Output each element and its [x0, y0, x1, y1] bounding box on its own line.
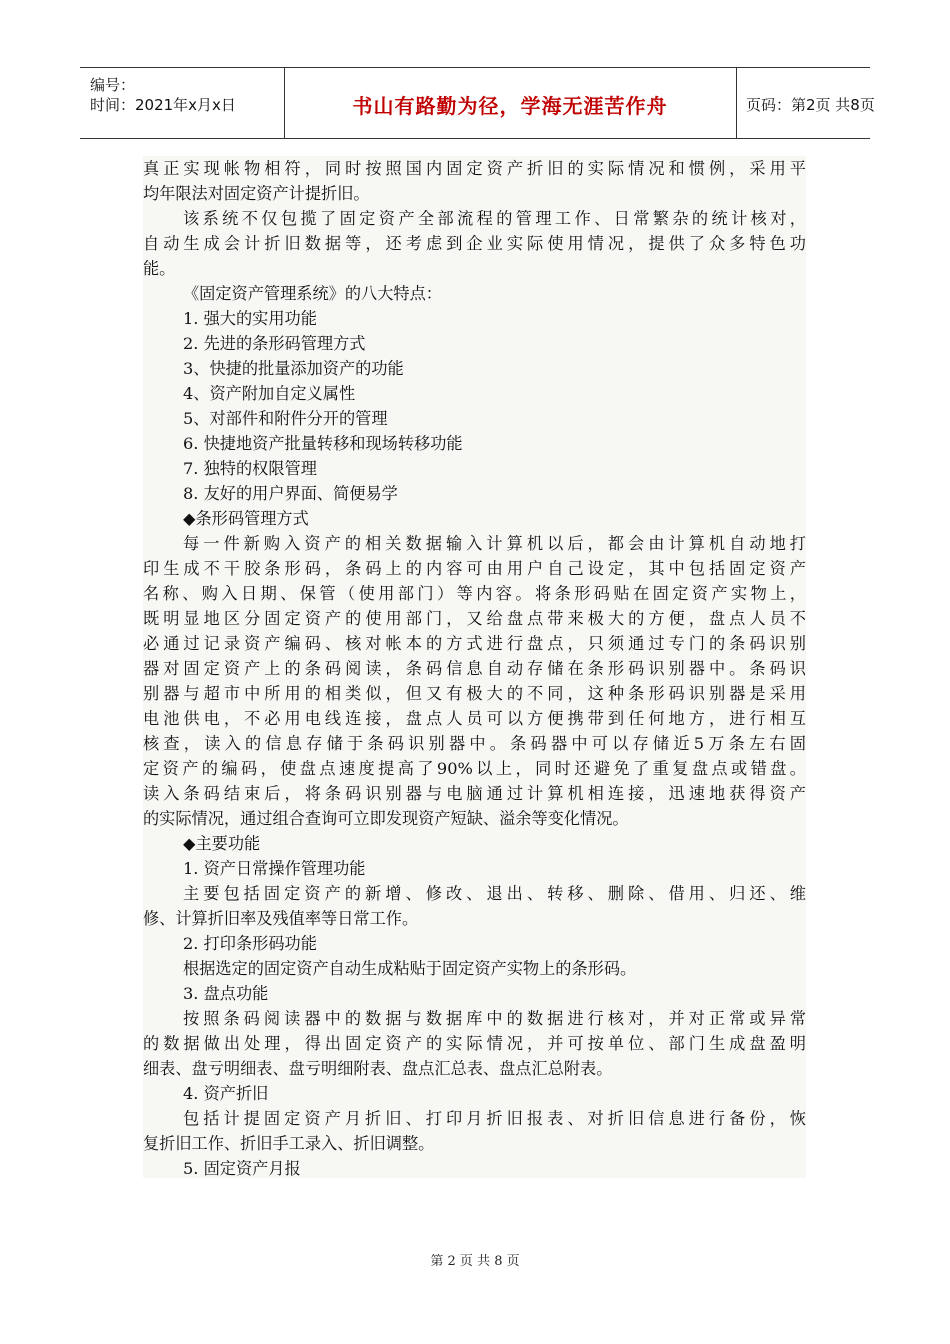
body-line: 真正实现帐物相符，同时按照国内固定资产折旧的实际情况和惯例，采用平	[143, 159, 806, 178]
feature-item: 1. 强大的实用功能	[183, 309, 317, 328]
header-motto: 书山有路勤为径，学海无涯苦作舟	[352, 94, 668, 118]
body-line: 必通过记录资产编码、核对帐本的方式进行盘点，只须通过专门的条码识别	[143, 634, 806, 653]
header-info-cell	[80, 68, 285, 138]
body-line: 复折旧工作、折旧手工录入、折旧调整。	[143, 1134, 435, 1153]
body-line: 读入条码结束后，将条码识别器与电脑通过计算机相连接，迅速地获得资产	[143, 784, 806, 803]
feature-item: 8. 友好的用户界面、简便易学	[183, 484, 398, 503]
body-line: 的实际情况，通过组合查询可立即发现资产短缺、溢余等变化情况。	[143, 809, 629, 828]
feature-item: 3、快捷的批量添加资产的功能	[183, 359, 404, 378]
time-label: 时间：2021年x月x日	[90, 96, 236, 114]
body-line: 核查，读入的信息存储于条码识别器中。条码器中可以存储近5万条左右固	[143, 734, 806, 753]
body-line: 均年限法对固定资产计提折旧。	[143, 184, 370, 203]
body-line: 别器与超市中所用的相类似，但又有极大的不同，这种条形码识别器是采用	[143, 684, 806, 703]
feature-item: 7. 独特的权限管理	[183, 459, 317, 478]
feature-item: 4、资产附加自定义属性	[183, 384, 356, 403]
page-header	[80, 67, 875, 139]
function-item: 3. 盘点功能	[183, 984, 269, 1003]
document-body	[143, 156, 806, 1178]
feature-item: 2. 先进的条形码管理方式	[183, 334, 366, 353]
header-page-cell	[736, 68, 875, 138]
section-heading: ◆主要功能	[183, 834, 261, 853]
body-line: 根据选定的固定资产自动生成粘贴于固定资产实物上的条形码。	[183, 959, 637, 978]
body-line: 印生成不干胶条形码，条码上的内容可由用户自己设定，其中包括固定资产	[143, 559, 806, 578]
body-line: 细表、盘亏明细表、盘亏明细附表、盘点汇总表、盘点汇总附表。	[143, 1059, 613, 1078]
body-line: 按照条码阅读器中的数据与数据库中的数据进行核对，并对正常或异常	[183, 1009, 806, 1028]
body-line: 主要包括固定资产的新增、修改、退出、转移、删除、借用、归还、维	[183, 884, 806, 903]
function-item: 1. 资产日常操作管理功能	[183, 859, 366, 878]
body-line: 包括计提固定资产月折旧、打印月折旧报表、对折旧信息进行备份，恢	[183, 1109, 806, 1128]
function-item: 4. 资产折旧	[183, 1084, 269, 1103]
body-line: 名称、购入日期、保管（使用部门）等内容。将条形码贴在固定资产实物上，	[143, 584, 806, 603]
body-line: 既明显地区分固定资产的使用部门，又给盘点带来极大的方便，盘点人员不	[143, 609, 806, 628]
body-line: 的数据做出处理，得出固定资产的实际情况，并可按单位、部门生成盘盈明	[143, 1034, 806, 1053]
body-line: 每一件新购入资产的相关数据输入计算机以后，都会由计算机自动地打	[183, 534, 806, 553]
body-line: 自动生成会计折旧数据等，还考虑到企业实际使用情况，提供了众多特色功	[143, 234, 806, 253]
body-line: 电池供电，不必用电线连接，盘点人员可以方便携带到任何地方，进行相互	[143, 709, 806, 728]
page-footer: 第 2 页 共 8 页	[430, 1254, 520, 1269]
page-info: 页码：第2页 共8页	[746, 96, 875, 114]
header-motto-cell	[284, 68, 737, 138]
feature-item: 5、对部件和附件分开的管理	[183, 409, 388, 428]
body-line: 《固定资产管理系统》的八大特点：	[183, 284, 442, 303]
number-label: 编号：	[90, 76, 136, 94]
body-line: 能。	[143, 259, 176, 278]
section-heading: ◆条形码管理方式	[183, 509, 309, 528]
body-line: 定资产的编码，使盘点速度提高了90%以上，同时还避免了重复盘点或错盘。	[143, 759, 806, 778]
body-line: 修、计算折旧率及残值率等日常工作。	[143, 909, 419, 928]
body-line: 器对固定资产上的条码阅读，条码信息自动存储在条形码识别器中。条码识	[143, 659, 806, 678]
function-item: 5. 固定资产月报	[183, 1159, 301, 1178]
function-item: 2. 打印条形码功能	[183, 934, 317, 953]
body-line: 该系统不仅包揽了固定资产全部流程的管理工作、日常繁杂的统计核对，	[183, 209, 806, 228]
feature-item: 6. 快捷地资产批量转移和现场转移功能	[183, 434, 463, 453]
